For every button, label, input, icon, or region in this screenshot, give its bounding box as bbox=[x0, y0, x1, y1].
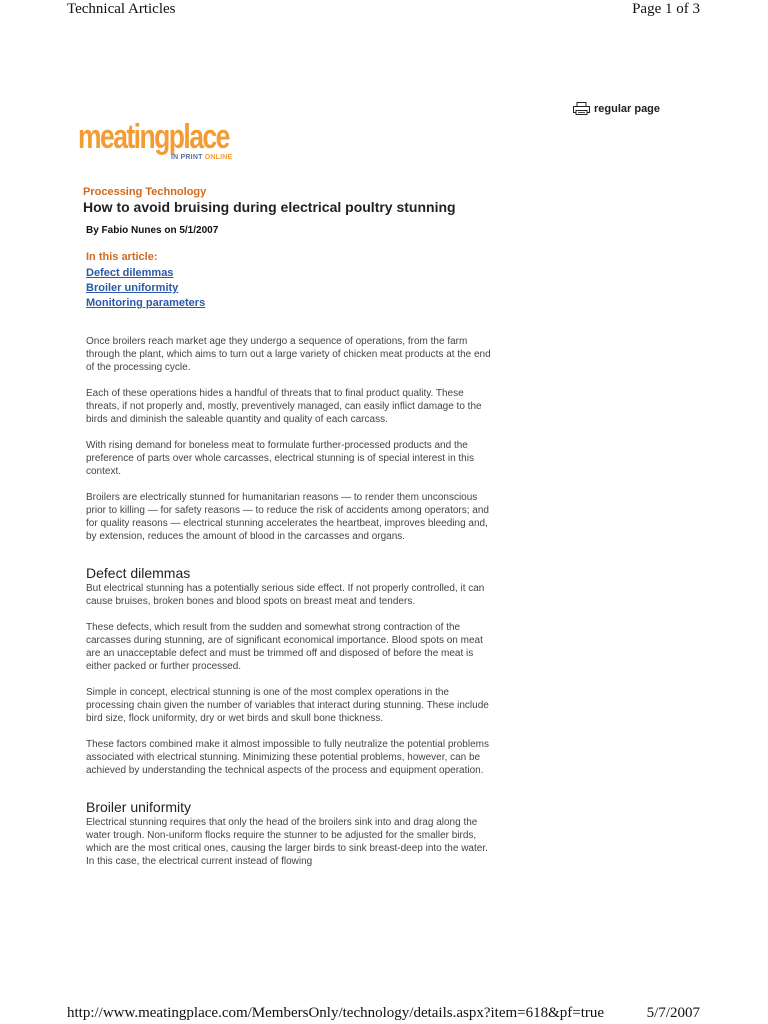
logo-tagline bbox=[171, 154, 232, 161]
article-byline: By Fabio Nunes on 5/1/2007 bbox=[86, 225, 219, 236]
article-title: How to avoid bruising during electrical poultry stunning bbox=[83, 199, 456, 215]
meatingplace-logo[interactable] bbox=[78, 118, 271, 161]
section-heading-defect-dilemmas: Defect dilemmas bbox=[86, 565, 191, 581]
article-body bbox=[86, 335, 496, 881]
logo-tagline-print: IN PRINT bbox=[171, 154, 203, 161]
section-label: Processing Technology bbox=[83, 186, 207, 198]
logo-wordmark: meatingplace bbox=[78, 118, 229, 156]
body-paragraph: Electrical stunning requires that only the head of the broilers sink into and drag along the water trough. Non-uniform flocks require the stunner to be adjusted for the smaller birds, which are the most critical ones, causing the larger birds to sink breast-deep into the water. In this case, the electrical current instead of flowing bbox=[86, 817, 488, 867]
logo-tagline-online: ONLINE bbox=[204, 154, 233, 161]
body-paragraph: These factors combined make it almost impossible to fully neutralize the potential problems associated with electrical stunning. Minimizing these potential problems, however, can be achieved by understanding the technical aspects of the process and equipment operation. bbox=[86, 739, 489, 776]
intro-paragraph: Broilers are electrically stunned for humanitarian reasons — to render them unconscious prior to killing — for safety reasons — to reduce the risk of accidents among operators; and for quality reasons — electrical stunning accelerates the heartbeat, improves bleeding and, by extension, reduces the amount of blood in the carcasses and organs. bbox=[86, 492, 489, 542]
section-heading-broiler-uniformity: Broiler uniformity bbox=[86, 799, 192, 815]
toc-link-defect-dilemmas[interactable]: Defect dilemmas bbox=[86, 267, 174, 279]
body-paragraph: Simple in concept, electrical stunning is one of the most complex operations in the processing chain given the number of variables that interact during stunning. These include bird size, flock uniformity, dry or wet birds and skull bone thickness. bbox=[86, 687, 489, 724]
toc-link-monitoring-parameters[interactable]: Monitoring parameters bbox=[86, 297, 206, 309]
print-footer-url: http://www.meatingplace.com/MembersOnly/technology/details.aspx?item=618&pf=true bbox=[67, 1005, 605, 1021]
body-paragraph: But electrical stunning has a potentially serious side effect. If not properly controlled, it can cause bruises, broken bones and blood spots on breast meat and tenders. bbox=[86, 583, 485, 607]
print-header-page: Page 1 of 3 bbox=[632, 1, 700, 17]
table-of-contents bbox=[86, 251, 205, 312]
printer-icon bbox=[573, 102, 590, 115]
intro-paragraph: With rising demand for boneless meat to formulate further-processed products and the preference of parts over whole carcasses, electrical stunning is of special interest in this context. bbox=[86, 440, 474, 477]
intro-paragraph: Once broilers reach market age they undergo a sequence of operations, from the farm through the plant, which aims to turn out a large variety of chicken meat products at the end of the processing cycle. bbox=[86, 336, 491, 373]
print-footer-date: 5/7/2007 bbox=[646, 1005, 700, 1021]
intro-paragraph: Each of these operations hides a handful of threats that to final product quality. These threats, if not properly and, mostly, preventively managed, can easily inflict damage to the birds and diminish the saleable quantity and quality of each carcass. bbox=[86, 388, 482, 425]
print-header-title: Technical Articles bbox=[67, 1, 176, 17]
body-paragraph: These defects, which result from the sudden and somewhat strong contraction of the carcasses during stunning, are of significant economical importance. Blood spots on meat are an unacceptable defect and must be trimmed off and disposed of before the meat is either packed or further processed. bbox=[86, 622, 483, 672]
regular-page-link[interactable] bbox=[573, 102, 660, 115]
regular-page-label: regular page bbox=[594, 102, 661, 115]
toc-link-broiler-uniformity[interactable]: Broiler uniformity bbox=[86, 282, 179, 294]
toc-heading: In this article: bbox=[86, 251, 158, 263]
